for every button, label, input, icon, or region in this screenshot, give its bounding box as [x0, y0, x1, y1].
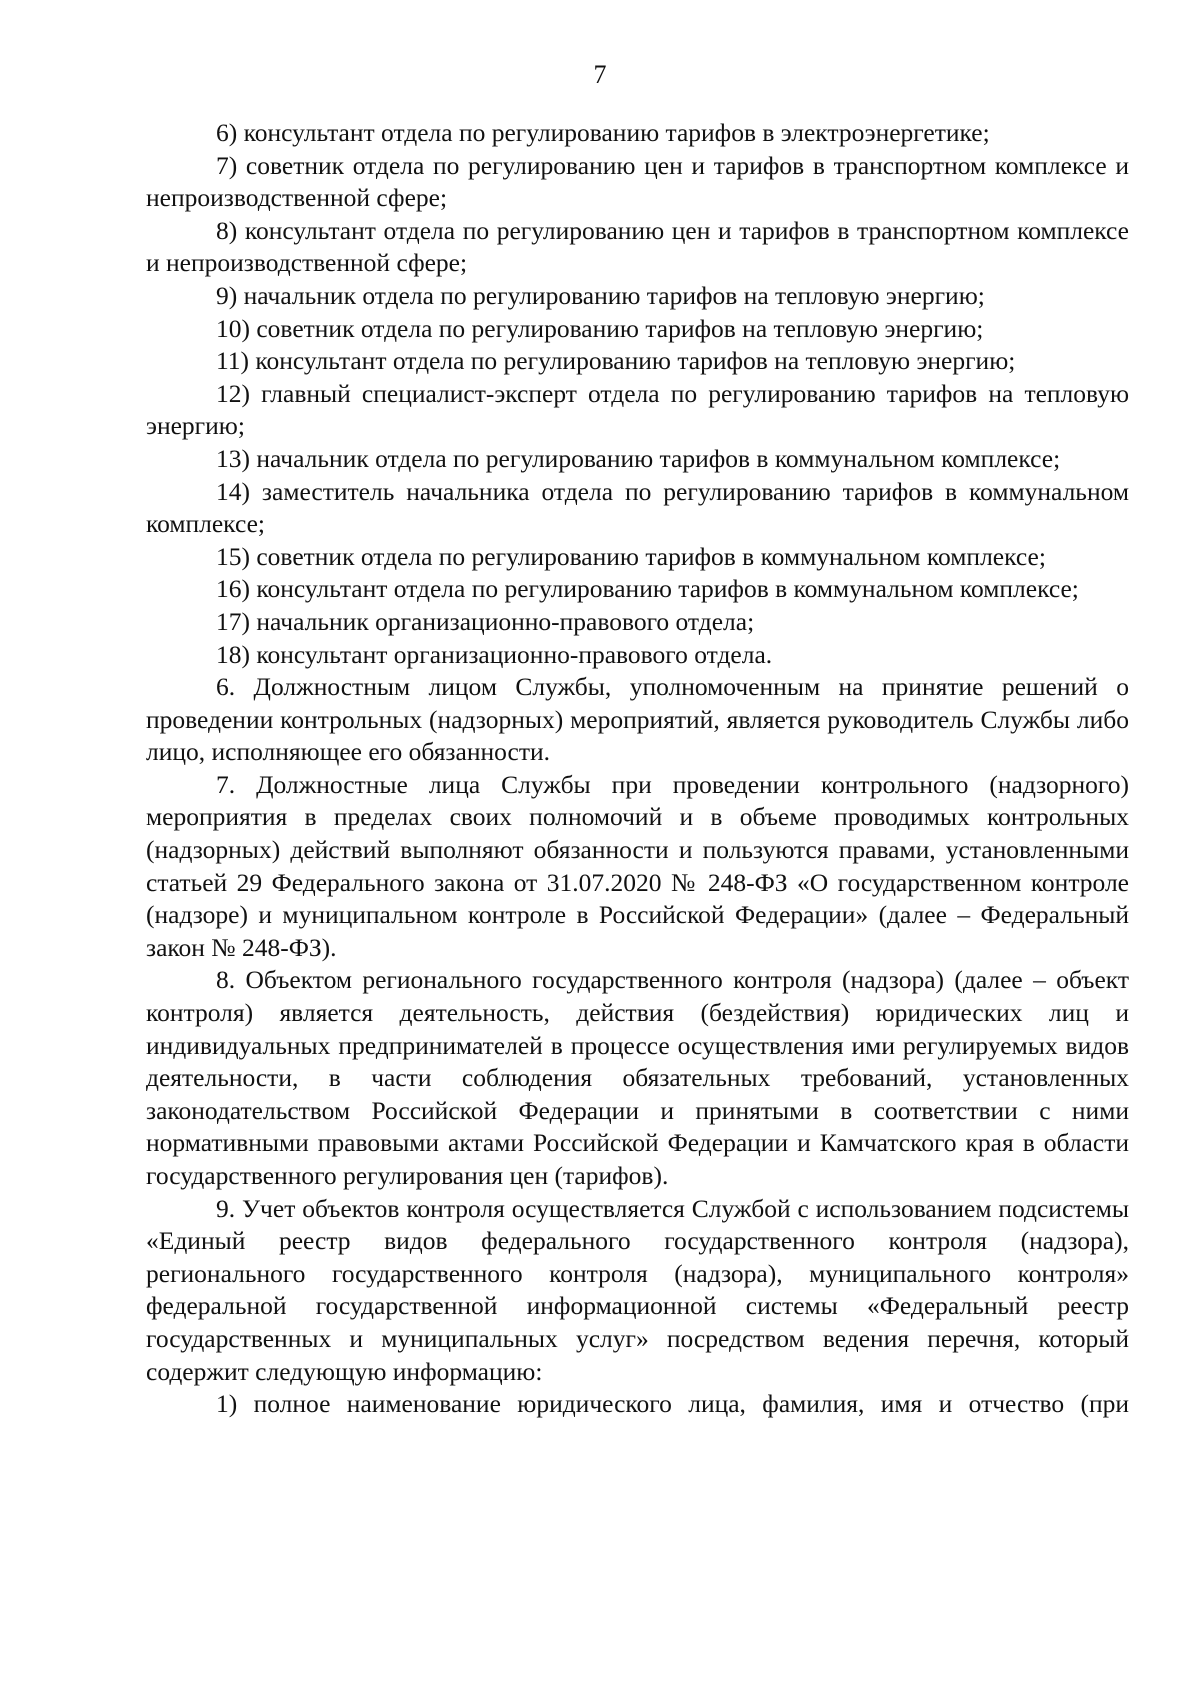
- list-item-12: 12) главный специалист-эксперт отдела по регулированию тарифов на тепловую энергию;: [146, 378, 1129, 441]
- clause-6: 6. Должностным лицом Службы, уполномоченным на принятие решений о проведении контрольных (надзорных) мероприятий, является руководитель Службы либо лицо, исполняющее его обязанности.: [146, 672, 1129, 767]
- list-item-7: 7) советник отдела по регулированию цен и тарифов в транспортном комплексе и непроизводственной сфере;: [146, 150, 1129, 213]
- list-item-17: 17) начальник организационно-правового отдела;: [216, 606, 755, 636]
- clause-7: 7. Должностные лица Службы при проведении контрольного (надзорного) мероприятия в пределах своих полномочий и в объеме проводимых контрольных (надзорных) действий выполняют обязанности и пользуются правами, установленными статьей 29 Федерального закона от 31.07.2020 № 248-ФЗ «О государственном контроле (надзоре) и муниципальном контроле в Российской Федерации» (далее – Федеральный закон № 248-ФЗ).: [146, 769, 1129, 962]
- list-item-14: 14) заместитель начальника отдела по регулированию тарифов в коммунальном комплексе;: [146, 476, 1129, 539]
- list-item-1-continued: 1) полное наименование юридического лица, фамилия, имя и отчество (при: [216, 1389, 1129, 1419]
- list-item-9: 9) начальник отдела по регулированию тарифов на тепловую энергию;: [216, 280, 985, 310]
- document-body: [146, 117, 1129, 1421]
- list-item-11: 11) консультант отдела по регулированию тарифов на тепловую энергию;: [216, 346, 1016, 376]
- clause-8: 8. Объектом регионального государственного контроля (надзора) (далее – объект контроля) является деятельность, действия (бездействия) юридических лиц и индивидуальных предпринимателей в процессе осуществления ими регулируемых видов деятельности, в части соблюдения обязательных требований, установленных законодательством Российской Федерации и принятыми в соответствии с ними нормативными правовыми актами Российской Федерации и Камчатского края в области государственного регулирования цен (тарифов).: [146, 965, 1129, 1190]
- list-item-6: 6) консультант отдела по регулированию тарифов в электроэнергетике;: [216, 118, 990, 147]
- list-item-16: 16) консультант отдела по регулированию тарифов в коммунальном комплексе;: [216, 574, 1079, 604]
- list-item-8: 8) консультант отдела по регулированию цен и тарифов в транспортном комплексе и непроизводственной сфере;: [146, 215, 1129, 278]
- list-item-15: 15) советник отдела по регулированию тарифов в коммунальном комплексе;: [216, 541, 1046, 571]
- list-item-18: 18) консультант организационно-правового отдела.: [216, 639, 773, 669]
- list-item-10: 10) советник отдела по регулированию тарифов на тепловую энергию;: [216, 313, 984, 343]
- page-number: 7: [593, 60, 607, 89]
- list-item-13: 13) начальник отдела по регулированию тарифов в коммунальном комплексе;: [216, 443, 1061, 473]
- clause-9: 9. Учет объектов контроля осуществляется Службой с использованием подсистемы «Единый реестр видов федерального государственного контроля (надзора), регионального государственного контроля (надзора), муниципального контроля» федеральной государственной информационной системы «Федеральный реестр государственных и муниципальных услуг» посредством ведения перечня, который содержит следующую информацию:: [146, 1193, 1129, 1386]
